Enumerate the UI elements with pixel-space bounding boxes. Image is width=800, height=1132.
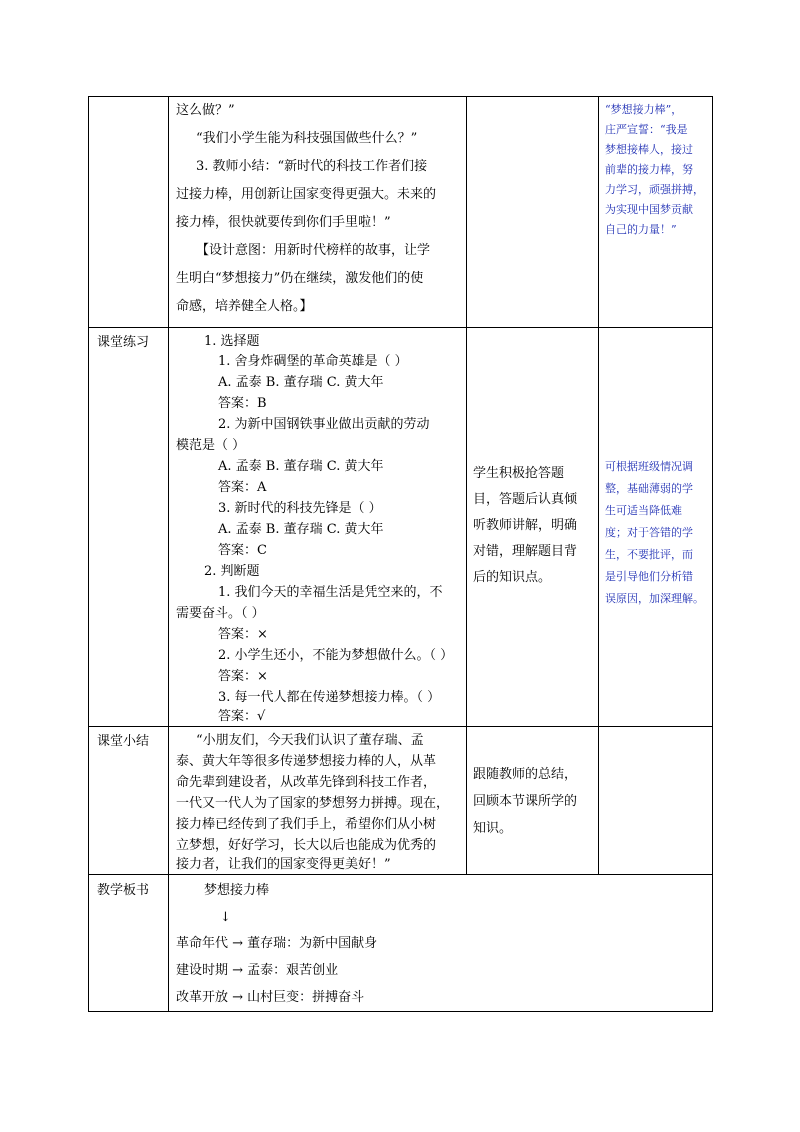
table-border-bottom	[88, 1011, 713, 1012]
text-line: 答案：×	[218, 627, 268, 642]
text-line: 立梦想，好好学习，长大以后也能成为优秀的	[176, 838, 437, 853]
text-line: 2. 判断题	[204, 564, 260, 579]
student-line: 跟随教师的总结，	[473, 767, 578, 782]
note-line: 生，不要批评，而	[605, 548, 693, 561]
note-line: 前辈的接力棒，努	[605, 163, 693, 176]
text-line: 需要奋斗。（ ）	[176, 606, 265, 621]
note-line: 自己的力量！”	[605, 223, 677, 236]
text-line: 3. 每一代人都在传递梦想接力棒。（ ）	[218, 690, 441, 705]
text-line: 3. 教师小结：“新时代的科技工作者们接	[196, 159, 428, 174]
down-arrow-icon: ↓	[220, 910, 231, 925]
text-line: A. 孟泰 B. 董存瑞 C. 黄大年	[218, 375, 384, 390]
board-line: 改革开放 → 山村巨变：拼搏奋斗	[176, 990, 365, 1005]
text-line: 过接力棒，用创新让国家变得更强大。未来的	[176, 187, 437, 202]
table-border-left	[88, 96, 89, 1012]
text-line: 答案：C	[218, 543, 267, 558]
table-border-top	[88, 96, 713, 97]
row-divider-2	[88, 726, 713, 727]
column-divider-1	[168, 96, 169, 1012]
student-line: 后的知识点。	[473, 570, 552, 585]
student-line: 学生积极抢答题	[473, 466, 565, 481]
text-line: 答案：√	[218, 709, 266, 724]
column-divider-2	[466, 96, 467, 875]
text-line: 2. 小学生还小，不能为梦想做什么。（ ）	[218, 648, 454, 663]
note-line: 生可适当降低难	[605, 504, 682, 517]
text-line: 答案：×	[218, 669, 268, 684]
board-title: 梦想接力棒	[204, 883, 270, 898]
text-line: 接力者，让我们的国家变得更美好！”	[176, 857, 391, 872]
board-line: 建设时期 → 孟泰：艰苦创业	[176, 963, 339, 978]
text-line: 3. 新时代的科技先锋是（ ）	[218, 501, 382, 516]
student-line: 回顾本节课所学的	[473, 794, 578, 809]
note-line: 误原因，加深理解。	[605, 592, 704, 605]
student-line: 知识。	[473, 821, 513, 836]
student-line: 目，答题后认真倾	[473, 492, 578, 507]
text-line: 答案：B	[218, 396, 267, 411]
text-line: 模范是（ ）	[176, 438, 246, 453]
text-line: 生明白“梦想接力”仍在继续，激发他们的使	[176, 271, 424, 286]
note-line: 力学习，顽强拼搏，	[605, 183, 704, 196]
text-line: 【设计意图：用新时代榜样的故事，让学	[196, 243, 431, 258]
column-divider-3	[598, 96, 599, 875]
text-line: 2. 为新中国钢铁事业做出贡献的劳动	[218, 417, 430, 432]
row-divider-3	[88, 874, 713, 875]
note-line: 庄严宣誓：“我是	[605, 123, 688, 136]
text-line: 泰、黄大年等很多传递梦想接力棒的人，从革	[176, 754, 437, 769]
student-line: 听教师讲解，明确	[473, 518, 578, 533]
text-line: 接力棒已经传到了我们手上，希望你们从小树	[176, 817, 437, 832]
text-line: 1. 舍身炸碉堡的革命英雄是（ ）	[218, 354, 408, 369]
note-line: 可根据班级情况调	[605, 460, 693, 473]
text-line: 命感，培养健全人格。】	[176, 299, 313, 314]
text-line: 1. 选择题	[204, 334, 260, 349]
board-line: 革命年代 → 董存瑞：为新中国献身	[176, 936, 378, 951]
row-label-practice: 课堂练习	[97, 335, 150, 350]
text-line: 这么做？”	[176, 103, 235, 118]
text-line: “小朋友们，今天我们认识了董存瑞、孟	[196, 733, 424, 748]
row-label-summary: 课堂小结	[97, 734, 150, 749]
row-divider-1	[88, 327, 713, 328]
note-line: 度；对于答错的学	[605, 526, 693, 539]
note-line: 为实现中国梦贡献	[605, 203, 693, 216]
note-line: 整，基础薄弱的学	[605, 482, 693, 495]
text-line: “我们小学生能为科技强国做些什么？”	[196, 131, 418, 146]
text-line: 接力棒，很快就要传到你们手里啦！”	[176, 215, 391, 230]
text-line: A. 孟泰 B. 董存瑞 C. 黄大年	[218, 522, 384, 537]
note-line: “梦想接力棒”，	[605, 103, 683, 116]
text-line: A. 孟泰 B. 董存瑞 C. 黄大年	[218, 459, 384, 474]
table-border-right	[712, 96, 713, 1012]
text-line: 命先辈到建设者，从改革先锋到科技工作者，	[176, 775, 437, 790]
note-line: 是引导他们分析错	[605, 570, 693, 583]
text-line: 1. 我们今天的幸福生活是凭空来的，不	[218, 585, 443, 600]
text-line: 答案：A	[218, 480, 267, 495]
note-line: 梦想接棒人，接过	[605, 143, 693, 156]
text-line: 一代又一代人为了国家的梦想努力拼搏。现在，	[176, 796, 450, 811]
student-line: 对错，理解题目背	[473, 544, 578, 559]
row-label-board: 教学板书	[97, 883, 150, 898]
